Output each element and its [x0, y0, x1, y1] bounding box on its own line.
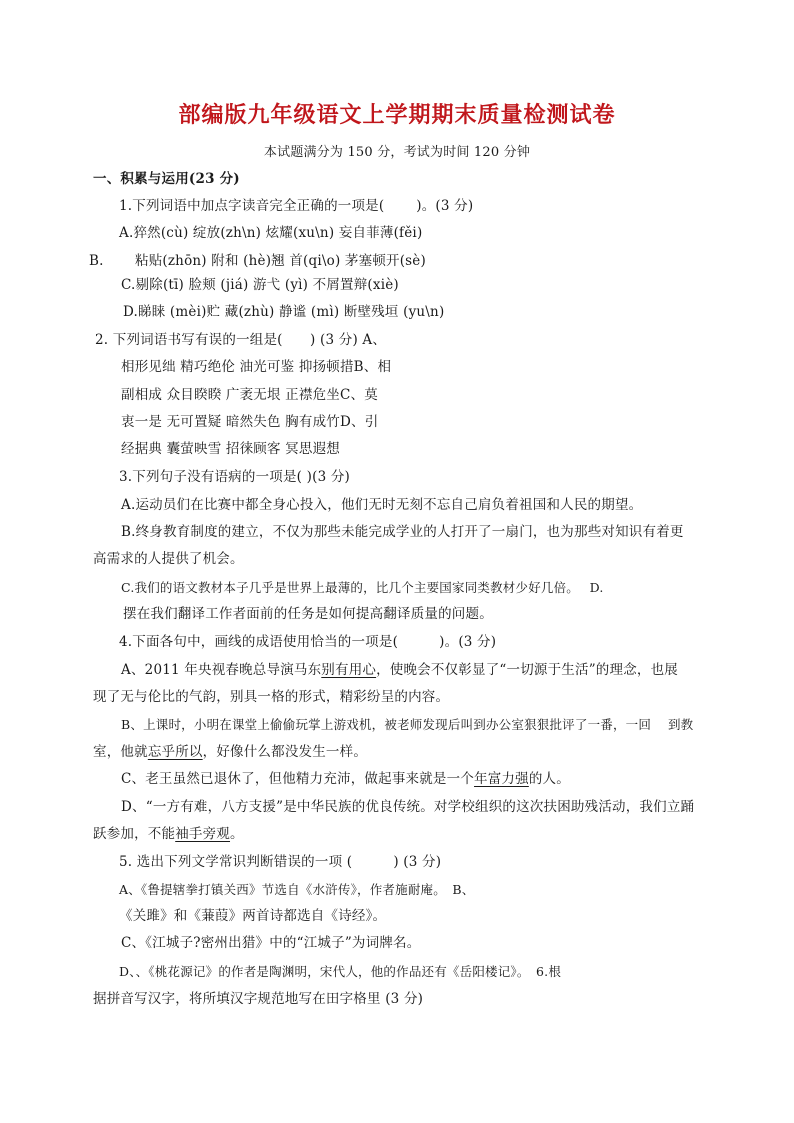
q4-option-b-line1: B、上课时，小明在课堂上偷偷玩掌上游戏机，被老师发现后叫到办公室狠狠批评了一番，一回 到教: [121, 717, 694, 732]
q4-a-text-pre: A、2011 年央视春晚总导演马东: [121, 662, 322, 678]
q1-option-b: 粘贴(zhōn) 附和 (hè)翘 首(qi\o) 茅塞顿开(sè): [135, 253, 426, 269]
q4-b-text-post: ，好像什么都没发生一样。: [202, 744, 368, 760]
q4-option-d-line2: [93, 825, 244, 843]
q1-option-d: D.睇睐 (mèi)贮 藏(zhù) 静谧 (mì) 断壁残垣 (yu\n): [123, 304, 445, 320]
q4-option-c: [121, 770, 570, 788]
q3-stem: 3.下列句子没有语病的一项是( )(3 分): [119, 469, 351, 485]
q3-option-b-line1: B.终身教育制度的建立，不仅为那些未能完成学业的人打开了一扇门，也为那些对知识有着更: [121, 524, 684, 540]
q1-option-c: C.剔除(tī) 脸颊 (jiá) 游弋 (yì) 不屑置辩(xiè): [121, 277, 399, 293]
q4-option-d-line1: D、“一方有难，八方支援”是中华民族的优良传统。对学校组织的这次扶困助残活动，我们立踊: [121, 799, 695, 815]
q4-a-underlined-idiom: 别有用心: [321, 662, 377, 678]
q3-option-b-line2: 高需求的人提供了机会。: [93, 551, 244, 567]
q4-c-text-post: 的人。: [528, 771, 570, 787]
q4-b-text-pre: 室，他就: [93, 744, 148, 760]
exam-title: 部编版九年级语文上学期期末质量检测试卷: [178, 103, 616, 128]
q5-option-d: D、、《桃花源记》的作者是陶渊明，宋代人，他的作品还有《岳阳楼记》。 6.根: [119, 964, 562, 979]
q2-line-3: 衷一是 无可置疑 暗然失色 胸有成竹D、引: [121, 414, 379, 430]
q2-line-2: 副相成 众目睽睽 广袤无垠 正襟危坐C、莫: [121, 387, 378, 403]
q4-c-text-pre: C、老王虽然已退休了，但他精力充沛，做起事来就是一个: [121, 771, 475, 787]
q4-option-a-line1: [121, 661, 678, 679]
exam-subtitle: 本试题满分为 150 分，考试为时间 120 分钟: [263, 145, 531, 160]
q4-option-b-line2: [93, 743, 367, 761]
q4-d-underlined-idiom: 袖手旁观: [175, 826, 231, 842]
q4-b-underlined-idiom: 忘乎所以: [147, 744, 203, 760]
q2-line-4: 经据典 囊萤映雪 招徕顾客 冥思遐想: [121, 441, 340, 457]
q3-option-a: A.运动员们在比赛中都全身心投入，他们无时无刻不忘自己肩负着祖国和人民的期望。: [121, 497, 643, 513]
q1-option-a: A.猝然(cù) 绽放(zh\n) 炫耀(xu\n) 妄自菲薄(fěi): [119, 225, 423, 241]
q2-line-1: 相形见绌 精巧绝伦 油光可鉴 抑扬顿措B、相: [121, 359, 392, 375]
q4-a-text-post: ，使晚会不仅彰显了“一切源于生活”的理念，也展: [376, 662, 679, 678]
q4-d-text-post: 。: [230, 826, 244, 842]
q5-option-b: 《关雎》和《蒹葭》两首诗都选自《诗经》。: [119, 908, 387, 924]
q4-d-text-pre: 跃参加，不能: [93, 826, 176, 842]
q2-stem: 2. 下列词语书写有误的一组是( ) (3 分) A、: [95, 332, 387, 348]
q5-stem: 5. 选出下列文学常识判断错误的一项 ( ) (3 分): [119, 854, 442, 870]
section-heading: 一、积累与运用(23 分): [93, 171, 240, 187]
q3-option-d: 摆在我们翻译工作者面前的任务是如何提高翻译质量的问题。: [123, 606, 493, 622]
q6-stem: 据拼音写汉字，将所填汉字规范地写在田字格里 (3 分): [93, 991, 424, 1007]
q3-option-c: C.我们的语文教材本子几乎是世界上最薄的，比几个主要国家同类教材少好几倍。 D.: [121, 580, 604, 595]
q4-c-underlined-idiom: 年富力强: [474, 771, 529, 787]
q4-option-a-line2: 现了无与伦比的气韵，别具一格的形式，精彩纷呈的内容。: [93, 689, 450, 705]
q5-option-a: A、《鲁提辖拳打镇关西》节选自《水浒传》，作者施耐庵。 B、: [119, 882, 475, 897]
q1-stem: 1.下列词语中加点字读音完全正确的一项是( )。(3 分): [119, 198, 474, 214]
q4-stem: 4.下面各句中，画线的成语使用恰当的一项是( )。(3 分): [119, 634, 497, 650]
q1-option-b-label: B.: [89, 253, 104, 269]
q5-option-c: C、《江城子?密州出猎》中的“江城子”为词牌名。: [121, 935, 421, 951]
